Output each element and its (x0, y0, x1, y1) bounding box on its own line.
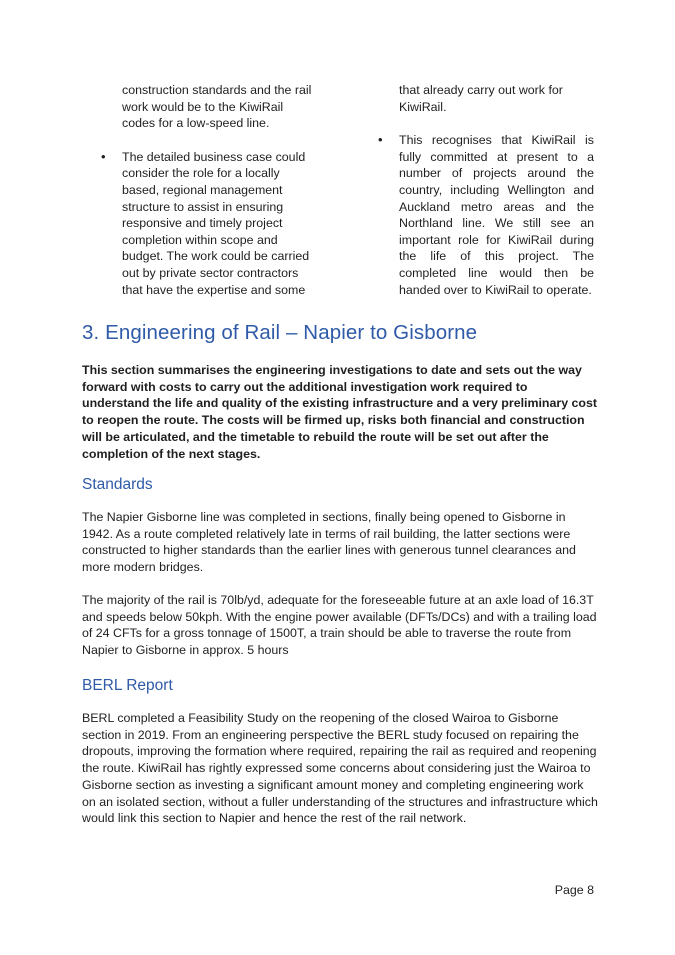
right-bullet-item (376, 132, 594, 298)
right-continuation-text: that already carry out work for KiwiRail. (399, 83, 563, 114)
standards-paragraph-1: The Napier Gisborne line was completed in sections, finally being opened to Gisborne in 1942. As a route completed relatively late in terms of rail building, the latter sections were constructed to higher standards than the earlier lines with generous tunnel clearances and more modern bridges. (82, 510, 576, 575)
standards-heading: Standards (82, 476, 153, 493)
section-title: 3. Engineering of Rail – Napier to Gisborne (82, 321, 478, 344)
right-bullet-text: This recognises that KiwiRail is fully committed at present to a number of projects around the country, including Wellington and Auckland metro areas and the Northland line. We still see an important role for KiwiRail during the life of this project. The completed line would then be handed over to KiwiRail to operate. (399, 133, 594, 297)
bullet-marker: • (101, 148, 106, 164)
left-bullet-text: The detailed business case could consider the role for a locally based, regional management structure to assist in ensuring responsive and timely project completion within scope and budget. The work could be carried out by private sector contractors that have the expertise and some (122, 149, 310, 297)
left-continuation-text: construction standards and the rail work would be to the KiwiRail codes for a low-speed line. (122, 83, 312, 131)
right-column (376, 82, 594, 298)
standards-paragraph-2: The majority of the rail is 70lb/yd, adequate for the foreseeable future at an axle load of 16.3T and speeds below 50kph. With the engine power available (DFTs/DCs) and with a trailing load of 24 CFTs for a gross tonnage of 1500T, a train should be able to traverse the route from Napier to Gisborne in approx. 5 hours (82, 593, 597, 658)
page-number: Page 8 (554, 883, 594, 897)
berl-report-heading: BERL Report (82, 677, 173, 694)
left-column (99, 82, 317, 298)
left-bullet-item (99, 149, 317, 298)
bullet-marker: • (378, 132, 383, 148)
berl-paragraph: BERL completed a Feasibility Study on the reopening of the closed Wairoa to Gisborne section in 2019. From an engineering perspective the BERL study focused on repairing the dropouts, improving the formation where required, repairing the rail as required and reopening the route. KiwiRail has rightly expressed some concerns about considering just the Wairoa to Gisborne section as investing a significant amount money and completing engineering work on an isolated section, without a fuller understanding of the structures and infrastructure which would link this section to Napier and hence the rest of the rail network. (82, 711, 598, 826)
section-intro: This section summarises the engineering investigations to date and sets out the way forward with costs to carry out the additional investigation work required to understand the life and quality of the existing infrastructure and a very preliminary cost to reopen the route. The costs will be firmed up, risks both financial and construction will be articulated, and the timetable to rebuild the route will be set out after the completion of the next stages. (82, 363, 598, 461)
